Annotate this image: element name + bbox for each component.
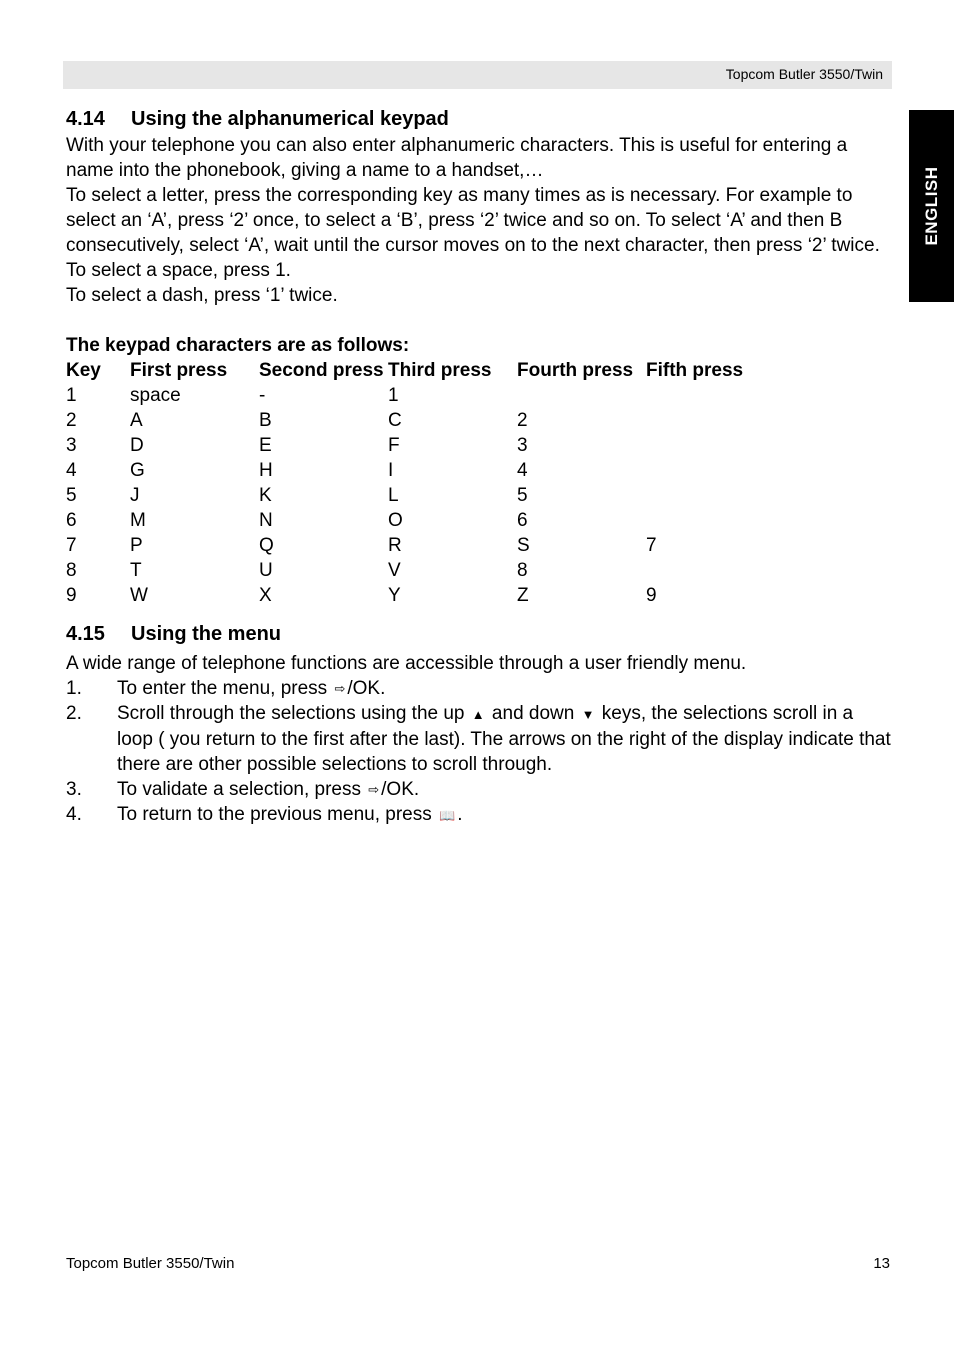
table-cell: - [259,385,266,406]
table-cell: space [130,385,181,406]
section-number: 4.15 [66,623,105,645]
table-cell: X [259,585,272,606]
column-header: Second press [259,360,384,381]
table-cell: D [130,435,144,456]
column-header: Third press [388,360,492,381]
table-cell [517,383,646,408]
table-cell [646,408,775,433]
table-cell: Q [259,535,274,556]
table-cell: U [259,560,273,581]
table-cell: N [259,510,273,531]
table-cell: L [388,485,399,506]
paragraph: With your telephone you can also enter alphanumeric characters. This is useful for entering a name into the phonebook, giving a name to a handset,… [66,135,848,181]
column-header: Fifth press [646,360,744,381]
paragraph: A wide range of telephone functions are accessible through a user friendly menu. [66,653,747,674]
table-cell: 4 [66,460,77,481]
step-text: /OK. [381,778,420,800]
table-row [66,583,775,608]
table-cell: H [259,460,273,481]
table-row [66,508,775,533]
section-number: 4.14 [66,108,105,130]
table-cell: J [130,485,140,506]
table-cell: P [130,535,143,556]
table-cell: C [388,410,402,431]
table-cell: R [388,535,402,556]
table-cell: 3 [517,435,528,456]
table-cell [646,458,775,483]
header-bar [63,61,892,89]
enter-arrow-icon: ⇨ [334,681,346,697]
language-label: ENGLISH [921,166,941,246]
table-cell: 2 [517,410,528,431]
page-content [66,105,891,828]
table-cell [646,383,775,408]
table-cell: O [388,510,403,531]
table-cell: Y [388,585,401,606]
table-cell: T [130,560,142,581]
table-cell: V [388,560,401,581]
step-number: 3. [66,778,82,800]
footer-title: Topcom Butler 3550/Twin [66,1255,235,1272]
table-cell: 5 [66,485,77,506]
table-cell: 9 [66,585,77,606]
page-number: 13 [873,1255,890,1272]
table-cell: A [130,410,143,431]
step-number: 1. [66,678,82,699]
paragraph: To select a space, press 1. [66,260,291,281]
table-cell: S [517,535,530,556]
table-cell: E [259,435,272,456]
column-header: Fourth press [517,360,634,381]
step-text: /OK. [347,678,386,699]
table-cell: Z [517,585,529,606]
table-cell: W [130,585,148,606]
table-row [66,533,775,558]
table-cell: 8 [66,560,77,581]
step-text: To enter the menu, press [117,678,333,699]
table-cell: 2 [66,410,77,431]
table-cell: 7 [646,535,657,556]
list-item [66,777,891,802]
table-cell: 9 [646,585,657,606]
step-text: To validate a selection, press [117,778,367,800]
table-cell [646,558,775,583]
language-tab [909,110,954,302]
table-cell: 6 [517,510,528,531]
table-cell: 7 [66,535,77,556]
step-text: Scroll through the selections using the up [117,703,470,725]
table-cell: F [388,435,400,456]
table-cell: 6 [66,510,77,531]
table-row [66,483,775,508]
table-cell: M [130,510,146,531]
step-number: 4. [66,804,82,826]
table-row [66,433,775,458]
table-cell [646,433,775,458]
section-heading-4-15 [66,620,891,648]
list-item [66,701,891,776]
table-cell: 1 [66,385,77,406]
table-cell: 8 [517,560,528,581]
list-item [66,676,891,701]
table-row [66,408,775,433]
table-cell: 1 [388,385,399,406]
keypad-table [66,358,775,608]
table-header-row [66,358,775,383]
table-cell: 5 [517,485,528,506]
step-text: and down [486,703,580,725]
enter-arrow-icon: ⇨ [368,782,380,798]
header-title: Topcom Butler 3550/Twin [725,66,883,82]
list-item [66,802,891,827]
menu-steps-list [66,676,891,828]
step-number: 2. [66,703,82,725]
column-header: First press [130,360,228,381]
phonebook-icon: 📖 [439,807,456,823]
column-header: Key [66,360,101,381]
section-heading-4-14 [66,105,891,133]
table-cell: G [130,460,145,481]
table-title: The keypad characters are as follows: [66,335,410,356]
table-row [66,558,775,583]
table-cell: I [388,460,394,481]
table-cell: K [259,485,272,506]
step-text: . [457,804,463,826]
table-cell: 4 [517,460,528,481]
down-triangle-icon: ▼ [581,706,595,722]
step-text: keys, the selections scroll in a loop ( you return to the first after the last). The arrows on the right of the display indicate that there are other possible selections to scroll through. [117,703,891,775]
paragraph: To select a dash, press ‘1’ twice. [66,285,338,306]
up-triangle-icon: ▲ [471,706,485,722]
table-row [66,383,775,408]
section-title: Using the menu [131,623,282,645]
step-text: To return to the previous menu, press [117,804,437,826]
section-title: Using the alphanumerical keypad [131,108,449,130]
table-cell [646,508,775,533]
paragraph: To select a letter, press the corresponding key as many times as is necessary. For example to select an ‘A’, press ‘2’ once, to select a ‘B’, press ‘2’ twice and so on. To select ‘A’ and then B consecutively, select ‘A’, wait until the cursor moves on to the next character, then press ‘2’ twice. [66,185,880,256]
table-cell: 3 [66,435,77,456]
table-row [66,458,775,483]
table-cell [646,483,775,508]
table-cell: B [259,410,272,431]
